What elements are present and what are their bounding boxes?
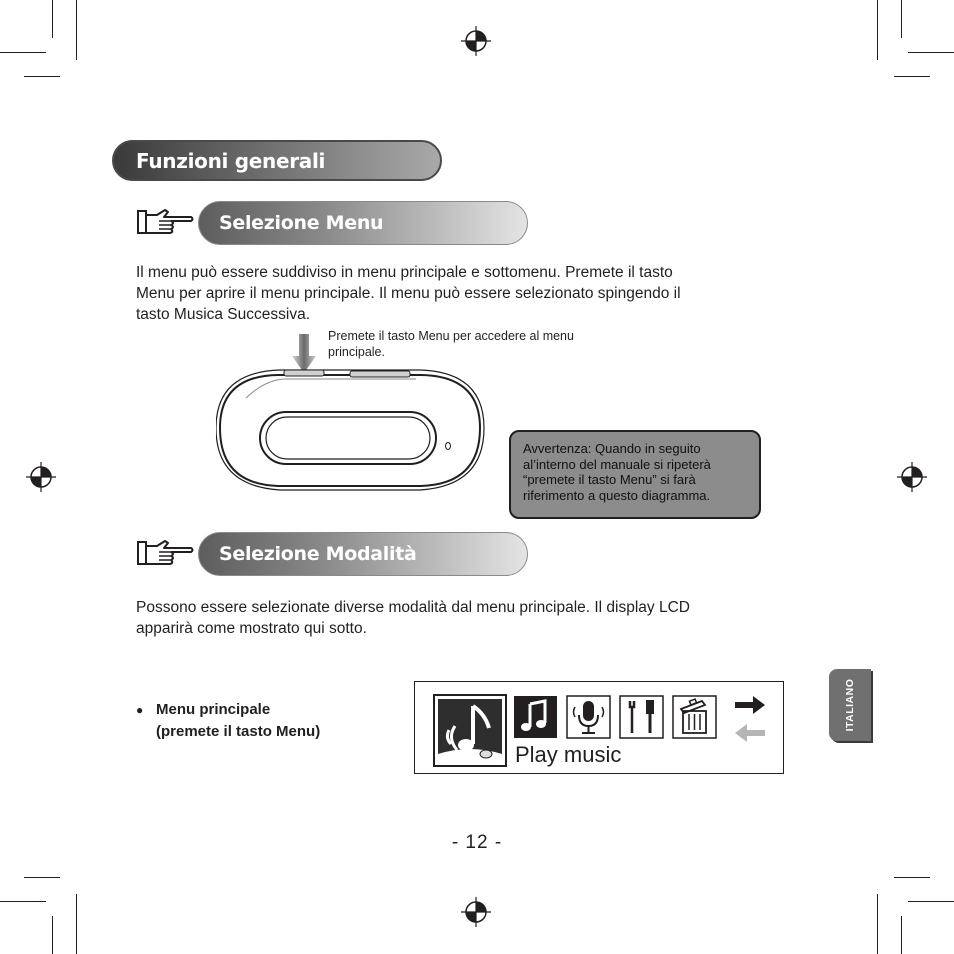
main-menu-item	[136, 699, 320, 743]
crop-mark	[52, 916, 53, 954]
registration-mark-icon	[897, 462, 927, 492]
callout-text	[328, 328, 658, 360]
mode-section-title: Selezione Modalità	[198, 532, 528, 576]
arrow-left-icon	[733, 722, 767, 744]
page-number: - 12 -	[451, 832, 503, 853]
bullet-icon: ●	[136, 703, 144, 718]
language-tab	[829, 669, 871, 741]
mp3-player-illustration	[216, 368, 486, 494]
arrow-right-icon	[733, 694, 767, 716]
music-icon	[513, 695, 558, 739]
warning-line: riferimento a questo diagramma.	[523, 487, 711, 503]
crop-mark	[52, 0, 53, 38]
section-title: Funzioni generali	[112, 140, 442, 181]
lcd-mode-label: Play music	[515, 742, 622, 767]
registration-mark-icon	[461, 26, 491, 56]
paragraph-line: Il menu può essere suddiviso in menu principale e sottomenu. Premete il tasto	[136, 264, 673, 281]
warning-line: “premete il tasto Menu” si farà	[523, 472, 696, 487]
registration-mark-icon	[461, 897, 491, 927]
lcd-display	[414, 681, 784, 774]
pointing-hand-icon	[137, 207, 195, 239]
paragraph-line: Possono essere selezionate diverse modalità dal menu principale. Il display LCD	[136, 599, 690, 616]
paragraph-line: tasto Musica Successiva.	[136, 306, 311, 323]
trash-icon	[672, 695, 717, 739]
music-large-icon	[433, 694, 507, 767]
crop-mark	[76, 894, 77, 954]
menu-paragraph	[136, 262, 796, 325]
registration-mark-icon	[26, 462, 56, 492]
crop-mark	[24, 76, 60, 77]
crop-mark	[894, 877, 930, 878]
mode-paragraph	[136, 597, 796, 639]
tools-icon	[619, 695, 664, 739]
warning-line: al’interno del manuale si ripeterà	[523, 456, 711, 472]
crop-mark	[908, 52, 954, 53]
crop-mark	[894, 76, 930, 77]
crop-mark	[908, 901, 954, 902]
warning-note	[509, 430, 761, 519]
crop-mark	[0, 901, 46, 902]
crop-mark	[24, 877, 60, 878]
paragraph-line: Menu per aprire il menu principale. Il menu può essere selezionato spingendo il	[136, 285, 681, 302]
menu-section-title: Selezione Menu	[198, 201, 528, 245]
crop-mark	[901, 916, 902, 954]
pointing-hand-icon	[137, 538, 195, 570]
warning-line: Avvertenza: Quando in seguito	[523, 441, 701, 456]
language-tab-label: ITALIANO	[844, 678, 856, 732]
item-label: Menu principale	[156, 701, 271, 718]
microphone-icon	[566, 695, 611, 739]
crop-mark	[877, 0, 878, 60]
crop-mark	[901, 0, 902, 38]
crop-mark	[76, 0, 77, 60]
crop-mark	[877, 894, 878, 954]
crop-mark	[0, 52, 46, 53]
callout-line: Premete il tasto Menu per accedere al menu	[328, 329, 574, 343]
callout-line: principale.	[328, 345, 385, 359]
paragraph-line: apparirà come mostrato qui sotto.	[136, 620, 367, 637]
item-sublabel: (premete il tasto Menu)	[156, 723, 321, 741]
